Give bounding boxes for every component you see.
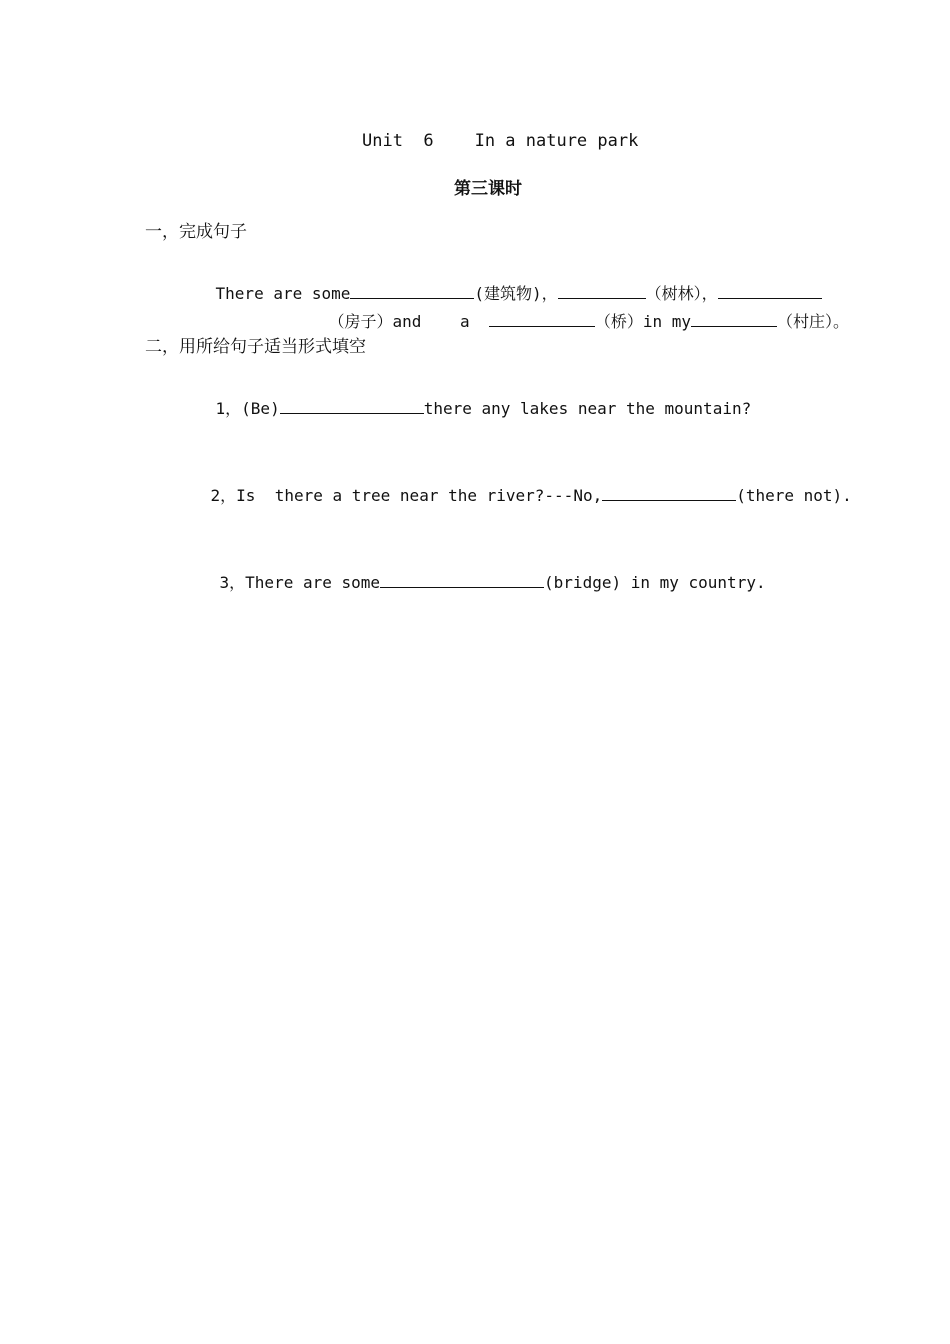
question-3 [181, 551, 766, 613]
text-fragment: （村庄）。 [777, 312, 850, 331]
question-2 [172, 464, 852, 526]
text-fragment: （房子）and a [328, 312, 489, 331]
text-fragment: （桥）in my [594, 312, 692, 331]
text-fragment: 2，Is there a tree near the river?---No, [210, 486, 603, 505]
text-fragment: 1，(Be) [215, 399, 280, 418]
text-fragment: (bridge) in my country. [544, 573, 766, 592]
section-1-heading: 一，完成句子 [145, 222, 247, 242]
text-fragment: There are some [215, 284, 351, 303]
text-fragment: (建筑物)， [474, 284, 558, 303]
blank-q2[interactable] [602, 484, 736, 501]
blank-q1[interactable] [280, 397, 424, 414]
text-fragment: there any lakes near the mountain? [423, 399, 752, 418]
text-fragment: （树林）， [645, 284, 718, 303]
text-fragment: 3，There are some [219, 573, 381, 592]
section-1-sentence-line-2 [290, 290, 849, 352]
text-fragment: (there not). [736, 486, 852, 505]
question-1 [177, 377, 751, 439]
blank-bridge[interactable] [489, 310, 595, 327]
lesson-subtitle: 第三课时 [454, 179, 522, 199]
page-title: Unit 6 In a nature park [362, 131, 639, 151]
blank-q3[interactable] [380, 571, 544, 588]
section-2-heading: 二，用所给句子适当形式填空 [145, 337, 366, 357]
blank-village[interactable] [691, 310, 777, 327]
